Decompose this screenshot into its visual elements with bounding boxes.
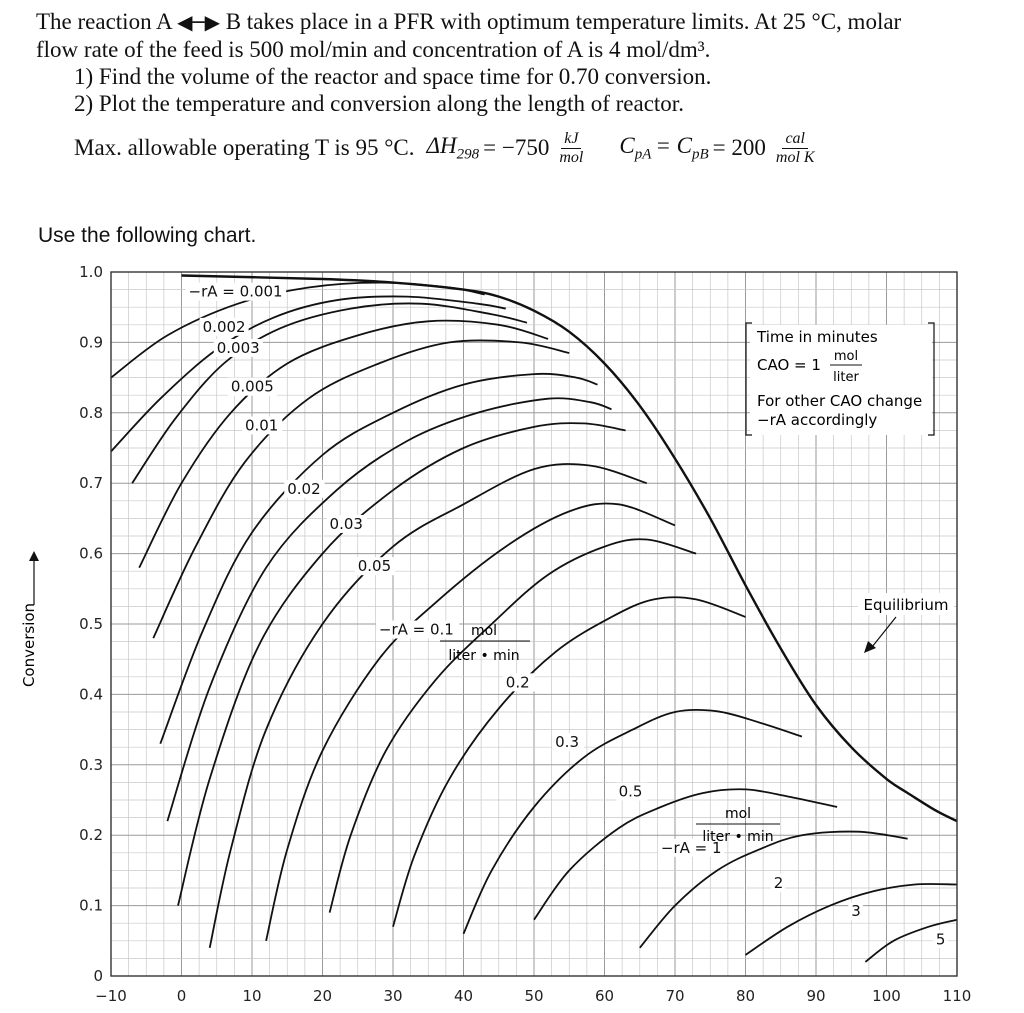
cp-unit-den: mol K: [775, 148, 815, 166]
y-axis-arrow-icon: [29, 551, 39, 561]
problem-line-1: [36, 8, 996, 36]
curve-label: −rA = 1: [660, 838, 722, 857]
reaction-text-a: The reaction A: [36, 9, 172, 34]
unit2-denominator: liter • min: [702, 829, 774, 845]
y-axis-label: Conversion: [20, 602, 38, 688]
x-tick-label: 90: [806, 987, 826, 1005]
curve-label: 0.02: [287, 479, 321, 498]
chart-instruction: Use the following chart.: [38, 224, 257, 247]
equilibrium-arrowhead-icon: [864, 641, 876, 653]
delta-h-unit: [559, 130, 583, 167]
y-tick-label: 0.5: [79, 615, 103, 633]
x-tick-label: 10: [242, 987, 262, 1005]
delta-h-symbol: [427, 133, 480, 164]
curve-label: 0.01: [244, 416, 279, 435]
info-box-cao: CAO = 1: [757, 356, 821, 374]
curve-label: 0.003: [216, 338, 260, 357]
rate-curve: [167, 398, 611, 821]
curve-label: 5: [935, 930, 946, 949]
cp-unit-num: cal: [782, 130, 808, 149]
y-tick-label: 0.3: [79, 755, 103, 774]
curve-label: −rA = 0.001: [188, 282, 283, 301]
problem-line-2: flow rate of the feed is 500 mol/min and concentration of A is 4 mol/dm³.: [36, 37, 711, 62]
cp-lhs: C: [619, 132, 635, 158]
y-tick-label: 0.1: [79, 896, 103, 915]
problem-item-2: 2) Plot the temperature and conversion along the length of reactor.: [74, 91, 684, 116]
cp-a-symbol: [619, 133, 651, 164]
x-tick-label: 50: [524, 987, 544, 1005]
delta-h-unit-den: mol: [559, 148, 584, 166]
rate-curve: [464, 710, 802, 934]
max-temp-text: Max. allowable operating T is 95 °C.: [74, 135, 415, 160]
y-axis-title: [20, 551, 39, 687]
y-tick-label: 0.9: [79, 333, 103, 352]
chart-info-box: [746, 323, 934, 435]
cp-sub-b: pB: [691, 146, 709, 163]
y-tick-label: 0.4: [79, 685, 103, 704]
info-box-line-4: −rA accordingly: [757, 411, 878, 429]
unit-label-1: [696, 806, 780, 845]
x-tick-label: 0: [176, 987, 187, 1005]
curve-label: 0.5: [618, 782, 643, 801]
delta-h-unit-num: kJ: [561, 130, 581, 149]
y-tick-label: 1.0: [79, 263, 103, 281]
y-tick-label: 0.8: [79, 403, 103, 422]
cp-sub-a: pA: [634, 146, 652, 163]
curve-label: 3: [851, 902, 861, 921]
curve-label: 0.002: [202, 317, 246, 336]
curve-label: 0.03: [329, 514, 363, 533]
curve-label: 0.005: [230, 377, 274, 396]
x-tick-label: 110: [942, 987, 972, 1005]
unit1-numerator: mol: [470, 623, 498, 639]
curve-label: 0.2: [505, 673, 530, 692]
rate-curve: [178, 423, 626, 905]
curve-label: −rA = 0.1: [378, 620, 454, 639]
curve-label: 0.3: [555, 733, 580, 752]
y-tick-label: 0.7: [79, 474, 103, 493]
x-tick-label: 100: [872, 987, 901, 1005]
delta-h-value: = −750: [483, 135, 550, 160]
equilibrium-pointer: [872, 617, 896, 647]
y-tick-label: 0.6: [79, 544, 103, 563]
x-tick-label: 30: [383, 987, 403, 1005]
problem-item-1: 1) Find the volume of the reactor and space time for 0.70 conversion.: [74, 64, 712, 89]
delta-h-sub: 298: [456, 146, 480, 163]
curve-label: 2: [773, 874, 784, 892]
rate-curve: [153, 340, 569, 638]
reaction-text-b: B takes place in a PFR with optimum temperature limits. At 25 °C, molar: [225, 9, 902, 34]
conversion-temperature-chart: [0, 255, 1024, 1013]
x-tick-label: −10: [95, 987, 127, 1005]
unit2-numerator: mol: [724, 806, 752, 822]
y-tick-label: 0: [93, 967, 103, 985]
problem-statement: [36, 8, 996, 117]
x-tick-label: 40: [453, 987, 474, 1005]
equilibrium-label: Equilibrium: [863, 596, 949, 614]
info-box-line-1: Time in minutes: [757, 328, 878, 346]
x-tick-label: 70: [665, 987, 685, 1005]
x-tick-label: 80: [735, 987, 756, 1005]
info-box-line-3: For other CAO change: [757, 392, 923, 410]
rate-curve: [132, 303, 527, 483]
double-arrow-icon: ◀─▶: [177, 10, 220, 34]
y-tick-label: 0.2: [79, 826, 103, 845]
unit1-denominator: liter • min: [448, 648, 520, 664]
rate-curve: [266, 503, 675, 940]
cp-unit: [776, 130, 815, 167]
info-box-cao-den: liter: [833, 370, 859, 385]
cp-value: = 200: [712, 135, 766, 160]
delta-h-lhs: ΔH: [426, 132, 457, 158]
rate-curve: [111, 296, 506, 451]
x-tick-label: 20: [312, 987, 333, 1005]
cp-mid: = C: [655, 132, 692, 158]
max-temperature-line: [74, 124, 821, 172]
info-box-cao-num: mol: [833, 349, 859, 364]
cp-b-symbol: [655, 133, 708, 164]
curve-label: 0.05: [357, 557, 392, 576]
x-tick-label: 60: [594, 987, 615, 1005]
